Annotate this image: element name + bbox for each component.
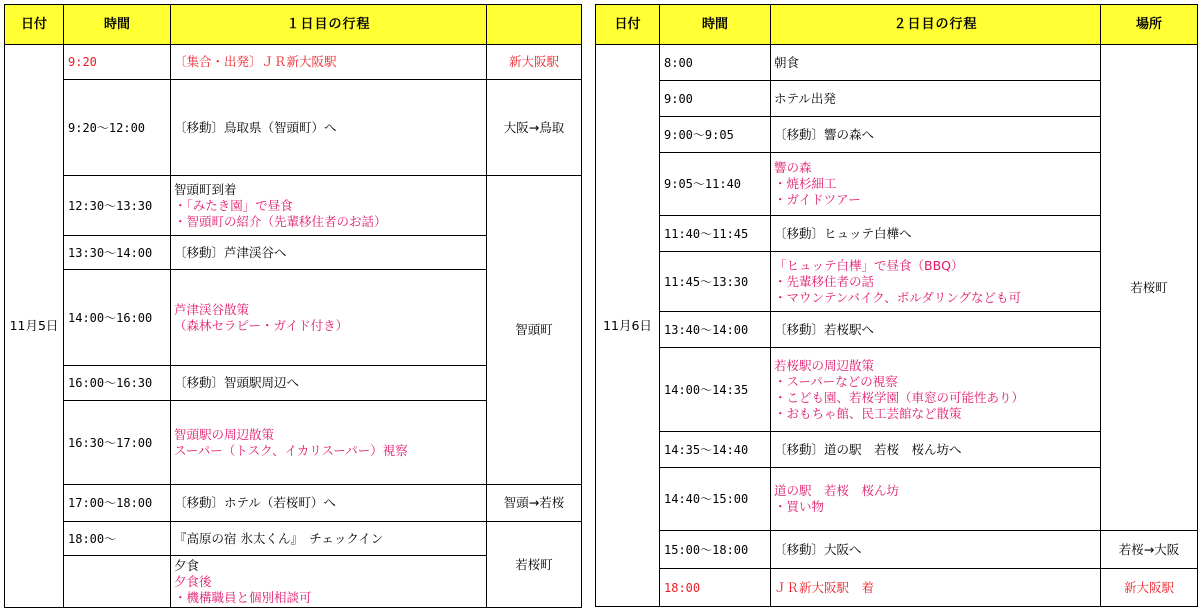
activity-cell [771, 216, 1101, 252]
table-row [596, 569, 1198, 607]
activity-line: 智頭町到着 [174, 181, 237, 197]
activity-cell [171, 45, 487, 80]
activity-cell [171, 485, 487, 522]
date-cell: 11月6日 [596, 45, 660, 607]
header-place [487, 5, 582, 45]
activity-cell [771, 312, 1101, 348]
table-row [5, 80, 582, 176]
place-cell: 若桜町 [1101, 45, 1198, 531]
time-cell: 16:00〜16:30 [64, 366, 171, 401]
time-cell: 9:20 [64, 45, 171, 80]
place-cell: 智頭→若桜 [487, 485, 582, 522]
activity-line: ・スーパーなどの視察 [774, 373, 898, 389]
activity-cell [771, 117, 1101, 153]
time-cell: 11:40〜11:45 [660, 216, 771, 252]
time-cell: 9:00〜9:05 [660, 117, 771, 153]
place-cell: 若桜→大阪 [1101, 531, 1198, 569]
activity-line: 〔移動〕大阪へ [774, 541, 862, 557]
time-cell: 13:40〜14:00 [660, 312, 771, 348]
activity-cell [771, 45, 1101, 81]
activity-line: ・ガイドツアー [774, 192, 861, 207]
time-cell: 12:30〜13:30 [64, 176, 171, 236]
activity-cell [171, 80, 487, 176]
table-header-row [5, 5, 582, 45]
time-cell: 9:20〜12:00 [64, 80, 171, 176]
activity-cell [771, 569, 1101, 607]
activity-cell [771, 252, 1101, 312]
time-cell: 14:40〜15:00 [660, 468, 771, 531]
date-cell: 11月5日 [5, 45, 64, 608]
activity-line: ・「みたき園」で昼食 [174, 197, 293, 213]
activity-line: （森林セラピー・ガイド付き） [174, 317, 349, 333]
time-cell: 14:00〜14:35 [660, 348, 771, 432]
activity-cell [171, 522, 487, 556]
activity-line: ・機構職員と個別相談可 [174, 589, 312, 605]
activity-cell [771, 468, 1101, 531]
activity-line: 〔移動〕智頭駅周辺へ [174, 375, 300, 390]
activity-cell [771, 531, 1101, 569]
activity-cell [771, 348, 1101, 432]
table-row [596, 45, 1198, 81]
place-cell: 新大阪駅 [1101, 569, 1198, 607]
activity-line: 〔移動〕ホテル（若桜町）へ [174, 495, 336, 510]
time-cell: 9:00 [660, 81, 771, 117]
time-cell: 18:00〜 [64, 522, 171, 556]
header-place: 場所 [1101, 5, 1198, 45]
table-row [5, 522, 582, 556]
activity-line: スーパー（トスク、イカリスーパー）視察 [174, 442, 408, 458]
table-row [5, 45, 582, 80]
activity-line: 若桜駅の周辺散策 [774, 357, 875, 373]
time-cell: 14:35〜14:40 [660, 432, 771, 468]
header-time: 時間 [64, 5, 171, 45]
activity-line: 芦津渓谷散策 [174, 301, 250, 317]
activity-cell [171, 270, 487, 366]
activity-cell [771, 432, 1101, 468]
activity-line: ホテル出発 [774, 90, 836, 106]
header-itinerary: １日目の行程 [171, 5, 487, 45]
time-cell: 15:00〜18:00 [660, 531, 771, 569]
time-cell: 16:30〜17:00 [64, 401, 171, 485]
time-cell: 11:45〜13:30 [660, 252, 771, 312]
header-time: 時間 [660, 5, 771, 45]
activity-cell [171, 366, 487, 401]
activity-line: ・焼杉細工 [774, 176, 837, 191]
table-header-row [596, 5, 1198, 45]
activity-line: ・買い物 [774, 499, 825, 514]
table-row [5, 485, 582, 522]
activity-line: 「ヒュッテ白樺」で昼食（BBQ） [774, 257, 964, 273]
table-row [5, 176, 582, 236]
activity-line: ・マウンテンバイク、ボルダリングなども可 [774, 289, 1022, 305]
time-cell [64, 556, 171, 608]
activity-line: ＪＲ新大阪駅 着 [774, 579, 875, 595]
activity-line: 朝食 [774, 54, 800, 70]
activity-line: 『高原の宿 氷太くん』 チェックイン [174, 530, 384, 546]
day1-schedule-table [4, 4, 582, 608]
activity-line: ・先輩移住者の話 [774, 273, 875, 289]
activity-line: ・智頭町の紹介（先輩移住者のお話） [174, 213, 387, 229]
activity-line: 夕食 [174, 557, 200, 573]
activity-line: 〔移動〕鳥取県（智頭町）へ [174, 119, 337, 135]
day2-schedule-table [595, 4, 1198, 607]
table-row [596, 531, 1198, 569]
activity-cell [171, 176, 487, 236]
activity-cell [171, 556, 487, 608]
activity-cell [771, 81, 1101, 117]
activity-line: 〔集合・出発〕ＪＲ新大阪駅 [174, 54, 337, 69]
activity-line: 道の駅 若桜 桜ん坊 [774, 483, 900, 498]
activity-line: 〔移動〕道の駅 若桜 桜ん坊へ [774, 441, 962, 457]
place-cell: 新大阪駅 [487, 45, 582, 80]
activity-line: 〔移動〕ヒュッテ白樺へ [774, 225, 912, 241]
activity-line: 〔移動〕芦津渓谷へ [174, 244, 287, 260]
activity-cell [771, 153, 1101, 216]
time-cell: 14:00〜16:00 [64, 270, 171, 366]
header-date: 日付 [5, 5, 64, 45]
activity-line: 〔移動〕若桜駅へ [774, 321, 875, 337]
time-cell: 17:00〜18:00 [64, 485, 171, 522]
time-cell: 13:30〜14:00 [64, 236, 171, 270]
place-cell: 大阪→鳥取 [487, 80, 582, 176]
header-itinerary: ２日目の行程 [771, 5, 1101, 45]
activity-line: ・こども園、若桜学園（車窓の可能性あり） [774, 389, 1025, 405]
activity-line: ・おもちゃ館、民工芸館など散策 [774, 405, 962, 421]
time-cell: 8:00 [660, 45, 771, 81]
header-date: 日付 [596, 5, 660, 45]
activity-line: 響の森 [774, 160, 812, 175]
time-cell: 18:00 [660, 569, 771, 607]
activity-cell [171, 236, 487, 270]
activity-line: 夕食後 [174, 573, 212, 589]
place-cell: 智頭町 [487, 176, 582, 485]
place-cell: 若桜町 [487, 522, 582, 608]
time-cell: 9:05〜11:40 [660, 153, 771, 216]
activity-line: 智頭駅の周辺散策 [174, 426, 275, 442]
activity-line: 〔移動〕響の森へ [774, 126, 875, 142]
activity-cell [171, 401, 487, 485]
